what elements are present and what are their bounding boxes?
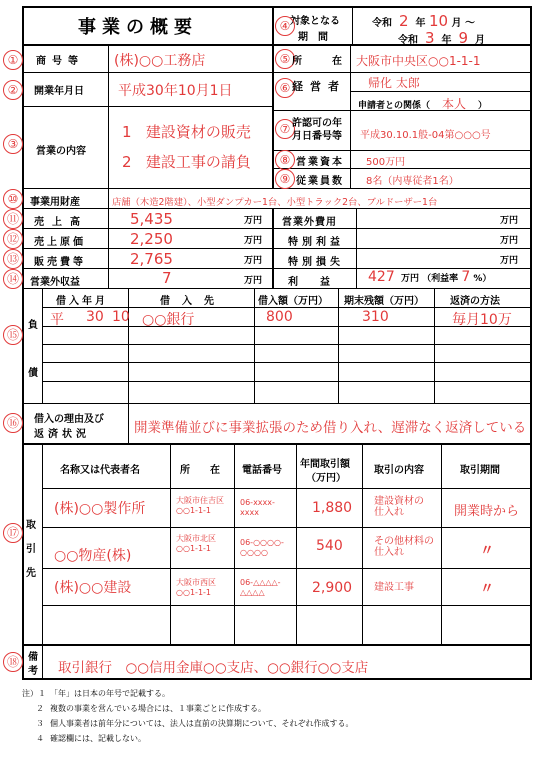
manager-label: 経営者 [292,80,346,93]
row-number: ⑪ [3,209,23,229]
partner-period: 〃 [480,581,494,597]
assets-label: 事業用財産 [30,197,80,208]
note-item: ２ 複数の事業を営んでいる場合には、１事業ごとに作成する。 [36,704,266,713]
license-label-2: 月日番号等 [292,131,342,142]
sales-label: 売上高 [34,217,88,228]
trade-name-label: 商号等 [36,56,84,67]
partner-amount: 540 [316,538,343,554]
period-to: 令和 3 年 9 月 [398,29,485,47]
partners-header: 所在 [180,465,240,476]
remarks-label: 備 [28,652,38,663]
row-number: ⑫ [3,229,23,249]
row-number: ⑱ [3,652,23,672]
partner-name: ○○物産(株) [54,548,132,564]
sga-value: 2,765 [130,250,173,268]
license-value: 平成30.10.1般-04第○○○号 [360,130,491,141]
partner-amount: 1,880 [312,500,353,516]
partner-address: 大阪市北区 ○○1-1-1 [176,534,216,553]
unit-label: 万円 [500,236,519,246]
reason-label-2: 返済状況 [34,429,90,440]
profit-value: 427 [368,269,395,285]
partner-content: その他材料の 仕入れ [374,536,434,558]
debt-header: 借入先 [160,296,226,307]
row-number: ② [3,80,23,100]
special-gain-label: 特別利益 [288,237,344,248]
debt-side-label: 債 [28,368,38,379]
unit-label: 万円 [244,276,263,286]
debt-month: 10 [112,309,130,325]
debt-balance: 310 [362,309,389,325]
period-label: 対象となる [290,16,340,27]
nonop-income-value: 7 [162,269,172,287]
partners-header: （万円） [306,473,346,484]
partners-header: 電話番号 [242,465,282,476]
row-number: ⑦ [275,119,295,139]
license-label: 許認可の年 [292,118,342,129]
sales-value: 5,435 [130,210,173,228]
row-number: ⑨ [275,169,295,189]
partners-side-label: 取 [26,520,36,531]
debt-method: 毎月10万 [452,312,512,328]
trade-name-value: (株)○○工務店 [114,53,206,69]
period-label-2: 期間 [298,32,338,43]
reason-label: 借入の理由及び [34,414,104,425]
cost-value: 2,250 [130,230,173,248]
remarks-label: 考 [28,666,38,677]
note-item: ４ 確認欄には、記載しない。 [36,734,146,743]
nonop-income-label: 営業外収益 [30,277,80,288]
partner-name: (株)○○建設 [54,580,132,596]
remarks-value: 取引銀行 ○○信用金庫○○支店、○○銀行○○支店 [58,660,369,676]
cost-label: 売上原価 [34,237,86,248]
partners-header: 取引の内容 [374,465,424,476]
debt-header: 借入額（万円） [258,296,328,307]
partner-amount: 2,900 [312,580,353,596]
debt-header: 借入年月 [56,296,108,307]
partner-name: (株)○○製作所 [54,501,146,517]
debt-side-label: 負 [28,320,38,331]
unit-label: 万円 [244,216,263,226]
debt-era: 平 [50,312,64,328]
partner-period: 開業時から [454,504,520,519]
row-number: ⑮ [3,325,23,345]
special-loss-label: 特別損失 [288,257,344,268]
row-number: ⑭ [3,269,23,289]
debt-header: 返済の方法 [450,296,500,307]
partners-side-label: 引 [26,544,36,555]
business-label: 営業の内容 [36,146,86,157]
reason-value: 開業準備並びに事業拡張のため借り入れ、遅滞なく返済している [134,420,527,436]
profit-rate: 7 [461,269,471,285]
row-number: ① [3,50,23,70]
assets-value: 店舗（木造2階建）、小型ダンプカー1台、小型トラック2台、ブルドーザー1台 [112,197,438,208]
debt-amount: 800 [266,309,293,325]
partners-header: 名称又は代表者名 [60,465,140,476]
row-number: ⑧ [275,150,295,170]
debt-lender: ○○銀行 [142,312,195,328]
unit-label: 万円 [500,256,519,266]
note-item: ３ 個人事業者は前年分については、法人は直前の決算期について、それぞれ作成する。 [36,719,354,728]
partner-content: 建設資材の 仕入れ [374,496,424,518]
profit-label: 利益 [288,277,352,288]
partners-header: 年間取引額 [300,459,350,470]
partner-tel: 06-○○○○- ○○○○ [240,538,284,557]
period-from: 令和 2 年 10 月 〜 [372,12,476,30]
row-number: ④ [275,16,295,36]
sga-label: 販売費等 [34,257,86,268]
row-number: ⑩ [3,189,23,209]
row-number: ⑰ [3,523,23,543]
partner-tel: 06-△△△△- △△△△ [240,578,281,597]
row-number: ③ [3,134,23,154]
form-title: 事業の概要 [78,17,198,38]
partner-period: 〃 [480,543,494,559]
note-item: 注）１ 「年」は日本の年号で記載する。 [22,689,170,698]
address-value: 大阪市中央区○○1-1-1 [356,54,481,68]
opening-label: 開業年月日 [34,86,84,97]
relation: 申請者との関係（ 本人 ） [358,97,488,111]
partners-side-label: 先 [26,568,36,579]
unit-label: 万円 [244,236,263,246]
opening-value: 平成30年10月1日 [118,83,233,99]
partner-content: 建設工事 [374,582,414,593]
profit: 427 万円 （利益率 7 %） [368,269,492,285]
row-number: ⑯ [3,413,23,433]
employees-label: 従業員数 [296,176,344,187]
row-number: ⑬ [3,249,23,269]
business-item: 1 建設資材の販売 [122,123,251,141]
partner-tel: 06-xxxx- xxxx [240,498,275,517]
partner-address: 大阪市西区 ○○1-1-1 [176,578,216,597]
address-label: 所 在 [292,56,342,67]
capital-label: 営業資本 [296,157,344,168]
partner-address: 大阪市住吉区 ○○1-1-1 [176,496,224,515]
unit-label: 万円 [244,256,263,266]
debt-year: 30 [86,309,104,325]
debt-header: 期末残額（万円） [344,296,424,307]
employees-value: 8名（内専従者1名） [366,176,459,187]
business-item: 2 建設工事の請負 [122,153,251,171]
row-number: ⑤ [275,49,295,69]
manager-name: 帰化 太郎 [368,76,420,90]
nonop-expense-label: 営業外費用 [282,217,337,228]
capital-value: 500万円 [366,157,406,168]
unit-label: 万円 [500,216,519,226]
partners-header: 取引期間 [460,465,500,476]
row-number: ⑥ [275,78,295,98]
